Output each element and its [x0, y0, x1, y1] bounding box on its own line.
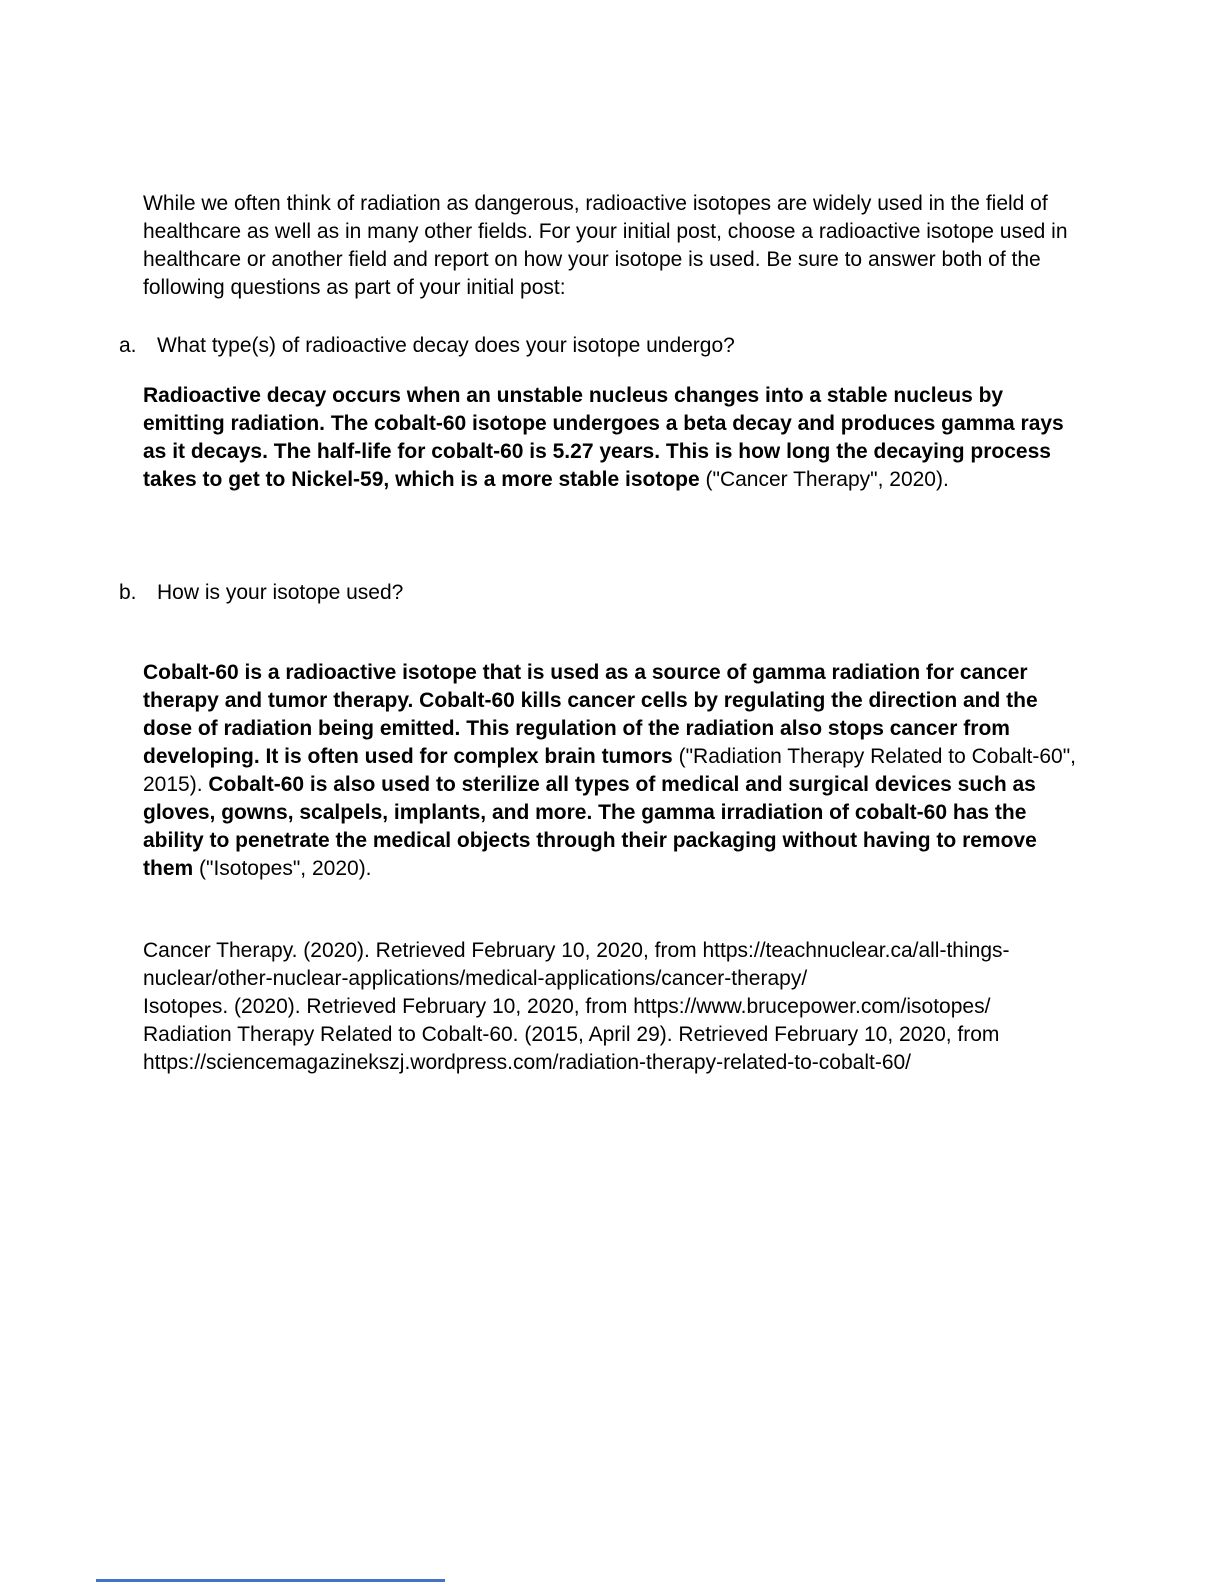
question-b [119, 579, 1087, 607]
question-a [119, 332, 1087, 360]
answer-a-paragraph [143, 382, 1078, 494]
intro-paragraph: While we often think of radiation as dangerous, radioactive isotopes are widely used in the field of healthcare as well as in many other fields. For your initial post, choose a radioactive isotope used in healthcare or another field and report on how your isotope is used. Be sure to answer both of the following questions as part of your initial post: [143, 192, 1068, 299]
question-b-text: How is your isotope used? [157, 581, 404, 604]
answer-a-citation: ("Cancer Therapy", 2020). [705, 468, 949, 491]
reference-isotopes: Isotopes. (2020). Retrieved February 10, 2020, from https://www.brucepower.com/isotopes/ [143, 995, 991, 1018]
answer-b-body-1: Cobalt-60 is a radioactive isotope that is used as a source of gamma radiation for cancer therapy and tumor therapy. Cobalt-60 kills cancer cells by regulating the direction and the dose of radiation being emitted. This regulation of the radiation also stops cancer from developing. It is often used for complex brain tumors [143, 661, 1038, 768]
answer-a-body: Radioactive decay occurs when an unstable nucleus changes into a stable nucleus by emitting radiation. The cobalt-60 isotope undergoes a beta decay and produces gamma rays as it decays. The half-life for cobalt-60 is 5.27 years. This is how long the decaying process takes to get to Nickel-59, which is a more stable isotope [143, 384, 1064, 491]
question-a-marker: a. [119, 334, 137, 357]
answer-b-citation-1: ("Radiation Therapy Related to Cobalt-60", 2015). [143, 745, 1076, 796]
question-a-text: What type(s) of radioactive decay does your isotope undergo? [157, 334, 735, 357]
answer-b-body-2: Cobalt-60 is also used to sterilize all types of medical and surgical devices such as gloves, gowns, scalpels, implants, and more. The gamma irradiation of cobalt-60 has the ability to penetrate the medical objects through their packaging without having to remove them [143, 773, 1037, 880]
question-b-marker: b. [119, 581, 137, 604]
answer-b-citation-2: ("Isotopes", 2020). [199, 857, 372, 880]
reference-cancer-therapy: Cancer Therapy. (2020). Retrieved February 10, 2020, from https://teachnuclear.ca/all-things-nuclear/other-nuclear-applications/medical-applications/cancer-therapy/ [143, 939, 1010, 990]
page-bottom-blue-rule [96, 1579, 445, 1582]
answer-b-paragraph [143, 659, 1087, 883]
document-content [119, 190, 1087, 1077]
reference-radiation-therapy: Radiation Therapy Related to Cobalt-60. (2015, April 29). Retrieved February 10, 2020, from https://sciencemagazinekszj.wordpress.com/radiation-therapy-related-to-cobalt-60/ [143, 1023, 1000, 1074]
